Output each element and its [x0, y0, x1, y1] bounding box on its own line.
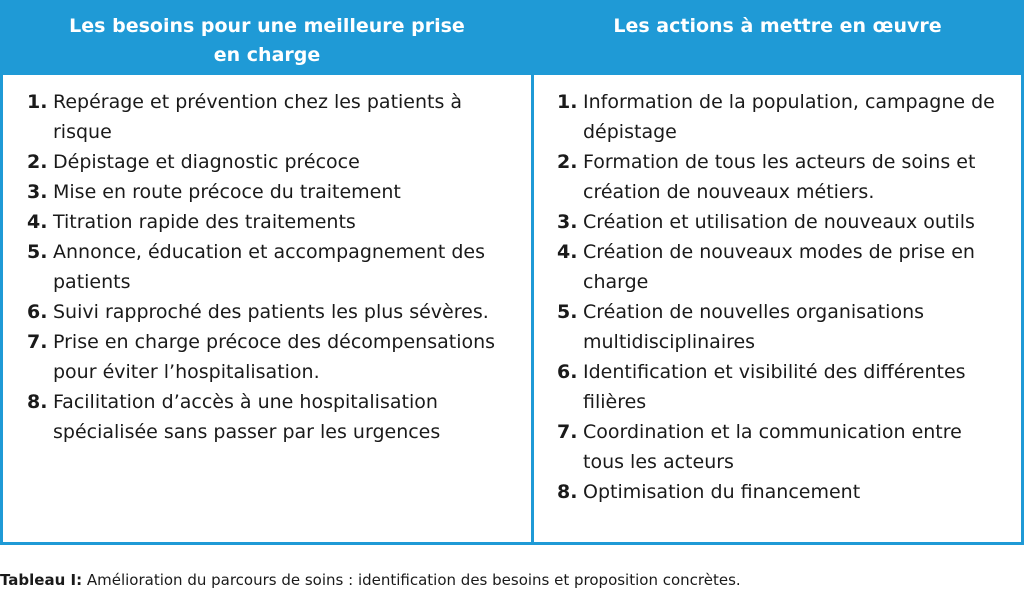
- item-number: 4.: [557, 241, 578, 263]
- item-number: 3.: [557, 211, 578, 233]
- list-item: [557, 357, 1007, 417]
- list-item: [27, 147, 517, 177]
- item-number: 7.: [557, 421, 578, 443]
- list-item: [557, 207, 1007, 237]
- item-text: Coordination et la communication entre tous les acteurs: [583, 421, 962, 473]
- header-needs: [3, 3, 531, 75]
- header-actions-label: Les actions à mettre en œuvre: [613, 15, 942, 37]
- item-text: Prise en charge précoce des décompensations pour éviter l’hospitalisation.: [53, 331, 496, 383]
- item-number: 2.: [557, 151, 578, 173]
- item-text: Titration rapide des traitements: [53, 211, 356, 233]
- column-divider: [531, 3, 534, 542]
- needs-list: [27, 87, 517, 447]
- list-item: [557, 297, 1007, 357]
- item-text: Repérage et prévention chez les patients à risque: [53, 91, 463, 143]
- list-item: [557, 147, 1007, 207]
- actions-list: [557, 87, 1007, 507]
- list-item: [27, 237, 517, 297]
- item-text: Création et utilisation de nouveaux outils: [583, 211, 975, 233]
- list-item: [557, 477, 1007, 507]
- item-number: 1.: [27, 91, 48, 113]
- list-item: [27, 387, 517, 447]
- list-item: [27, 207, 517, 237]
- caption-label: Tableau I:: [0, 571, 83, 589]
- table-header: [3, 3, 1021, 75]
- item-text: Création de nouvelles organisations multidisciplinaires: [583, 301, 925, 353]
- item-text: Formation de tous les acteurs de soins et création de nouveaux métiers.: [583, 151, 976, 203]
- item-number: 4.: [27, 211, 48, 233]
- item-number: 6.: [27, 301, 48, 323]
- list-item: [557, 417, 1007, 477]
- list-item: [27, 87, 517, 147]
- item-text: Création de nouveaux modes de prise en charge: [583, 241, 975, 293]
- item-text: Annonce, éducation et accompagnement des patients: [53, 241, 485, 293]
- item-number: 2.: [27, 151, 48, 173]
- item-number: 6.: [557, 361, 578, 383]
- item-text: Optimisation du financement: [583, 481, 861, 503]
- item-number: 5.: [27, 241, 48, 263]
- item-number: 7.: [27, 331, 48, 353]
- list-item: [27, 297, 517, 327]
- item-text: Suivi rapproché des patients les plus sévères.: [53, 301, 489, 323]
- item-number: 5.: [557, 301, 578, 323]
- item-text: Information de la population, campagne de dépistage: [583, 91, 995, 143]
- item-number: 1.: [557, 91, 578, 113]
- list-item: [557, 237, 1007, 297]
- item-number: 8.: [27, 391, 48, 413]
- caption-text: Amélioration du parcours de soins : identification des besoins et proposition concrètes.: [82, 571, 741, 589]
- list-item: [27, 177, 517, 207]
- header-actions: [534, 3, 1021, 75]
- item-text: Mise en route précoce du traitement: [53, 181, 401, 203]
- item-text: Identification et visibilité des différentes filières: [583, 361, 966, 413]
- item-number: 8.: [557, 481, 578, 503]
- table-caption: [0, 570, 741, 590]
- list-item: [27, 327, 517, 387]
- list-item: [557, 87, 1007, 147]
- item-text: Facilitation d’accès à une hospitalisation spécialisée sans passer par les urgences: [53, 391, 441, 443]
- item-number: 3.: [27, 181, 48, 203]
- item-text: Dépistage et diagnostic précoce: [53, 151, 360, 173]
- header-needs-label: Les besoins pour une meilleure prise en charge: [69, 15, 465, 66]
